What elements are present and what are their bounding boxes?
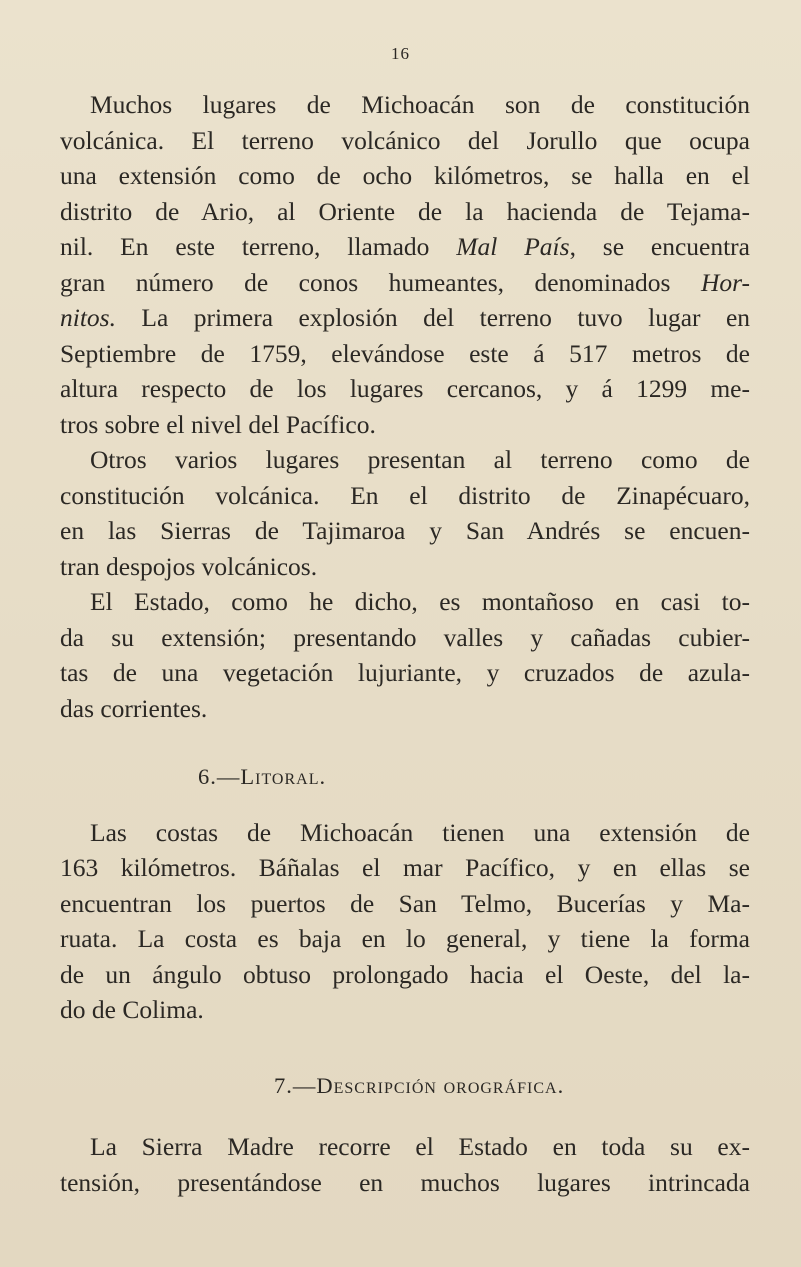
text-line: una extensión como de ocho kilómetros, se halla en el xyxy=(60,161,750,190)
text-line: ruata. La costa es baja en lo general, y tiene la forma xyxy=(60,924,750,953)
text-line xyxy=(60,229,750,265)
text-line: Septiembre de 1759, elevándose este á 517 metros de xyxy=(60,338,750,368)
text-line: de un ángulo obtuso prolongado hacia el Oeste, del la- xyxy=(60,959,750,989)
text-line: tas de una vegetación lujuriante, y cruzados de azula- xyxy=(60,658,750,687)
text-line: das corrientes. xyxy=(60,693,208,723)
text-line: tros sobre el nivel del Pacífico. xyxy=(60,409,376,439)
text-line: La Sierra Madre recorre el Estado en toda su ex- xyxy=(90,1132,750,1161)
text-line: Las costas de Michoacán tienen una extensión de xyxy=(90,817,750,847)
text-line: Otros varios lugares presentan al terreno como de xyxy=(90,445,750,474)
text-line: en las Sierras de Tajimaroa y San Andrés se encuen- xyxy=(60,516,750,545)
text-fragment: gran número de conos humeantes, denominados xyxy=(60,267,671,297)
section-heading-text: 7.—Descripción orográfica. xyxy=(274,1072,565,1098)
italic-term: Hor- xyxy=(700,267,751,297)
text-line xyxy=(60,300,750,336)
text-fragment: La primera explosión del terreno tuvo lugar en xyxy=(141,303,751,332)
section-heading-text: 6.—Litoral. xyxy=(198,764,327,789)
spacer xyxy=(60,1028,750,1068)
spacer xyxy=(60,726,750,759)
section-heading xyxy=(60,1068,750,1104)
page-number: 16 xyxy=(391,44,410,63)
text-line: encuentran los puertos de San Telmo, Bucerías y Ma- xyxy=(60,888,750,918)
text-line: constitución volcánica. En el distrito de Zinapécuaro, xyxy=(60,480,750,510)
spacer xyxy=(60,795,750,815)
text-line: El Estado, como he dicho, es montañoso en casi to- xyxy=(90,587,750,616)
text-line: tran despojos volcánicos. xyxy=(60,551,318,581)
text-line: da su extensión; presentando valles y cañadas cubier- xyxy=(60,622,750,652)
text-line: 163 kilómetros. Báñalas el mar Pacífico, y en ellas se xyxy=(60,853,750,882)
text-line: volcánica. El terreno volcánico del Jorullo que ocupa xyxy=(60,125,750,155)
text-line: distrito de Ario, al Oriente de la hacienda de Tejama- xyxy=(60,196,750,226)
text-line: Muchos lugares de Michoacán son de constitución xyxy=(90,90,750,119)
section-heading xyxy=(60,759,750,795)
page-body xyxy=(60,87,750,1200)
italic-term: nitos. xyxy=(60,303,116,332)
text-fragment: , se encuentra xyxy=(569,232,750,261)
spacer xyxy=(60,1103,750,1129)
text-line: tensión, presentándose en muchos lugares intrincada xyxy=(60,1167,750,1197)
text-line: do de Colima. xyxy=(60,995,204,1024)
text-line: altura respecto de los lugares cercanos, y á 1299 me- xyxy=(60,374,750,403)
text-line xyxy=(60,265,750,301)
text-fragment: nil. En este terreno, llamado xyxy=(60,232,430,261)
italic-term: Mal País xyxy=(456,232,570,261)
